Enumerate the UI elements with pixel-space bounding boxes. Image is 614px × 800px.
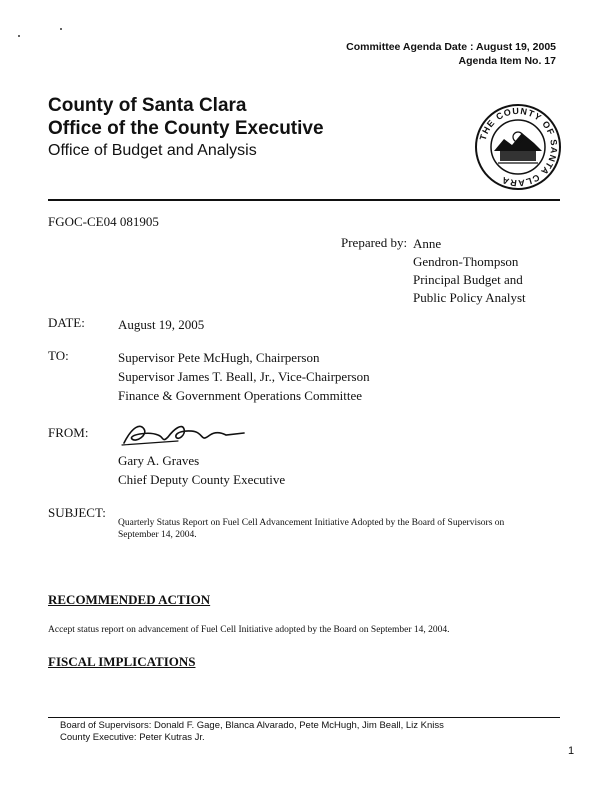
office-title: Office of the County Executive	[48, 118, 324, 139]
prepared-by-label: Prepared by:	[341, 235, 408, 250]
footer-block	[60, 720, 444, 744]
date-value: August 19, 2005	[118, 317, 205, 332]
subject-label: SUBJECT:	[48, 505, 106, 520]
prepared-by-line: Public Policy Analyst	[413, 290, 526, 305]
to-line: Supervisor Pete McHugh, Chairperson	[118, 350, 320, 365]
agenda-info	[346, 40, 556, 68]
fiscal-implications-heading: FISCAL IMPLICATIONS	[48, 654, 196, 669]
scan-speck	[60, 28, 62, 30]
from-line: Gary A. Graves	[118, 453, 200, 468]
to-line: Supervisor James T. Beall, Jr., Vice-Chairperson	[118, 369, 370, 384]
from-line: Chief Deputy County Executive	[118, 472, 286, 487]
svg-text:THE COUNTY OF SANTA CLARA: THE COUNTY OF SANTA CLARA	[477, 105, 560, 189]
prepared-by-line: Anne	[413, 236, 442, 251]
agenda-item-number: Agenda Item No. 17	[458, 55, 556, 67]
document-id: FGOC-CE04 081905	[48, 214, 159, 229]
county-title: County of Santa Clara	[48, 95, 247, 116]
to-block	[118, 348, 370, 405]
signature-icon	[118, 417, 248, 451]
county-executive-line: County Executive: Peter Kutras Jr.	[60, 732, 205, 743]
to-line: Finance & Government Operations Committee	[118, 388, 363, 403]
prepared-by-line: Gendron-Thompson	[413, 254, 519, 269]
from-block	[118, 451, 285, 489]
recommended-action-heading: RECOMMENDED ACTION	[48, 592, 211, 607]
agenda-date: Committee Agenda Date : August 19, 2005	[346, 41, 556, 53]
recommended-action-text: Accept status report on advancement of Fuel Cell Initiative adopted by the Board on September 14, 2004.	[48, 625, 450, 635]
footer-divider	[48, 717, 560, 718]
date-label: DATE:	[48, 315, 85, 330]
from-label: FROM:	[48, 425, 89, 440]
subject-line: September 14, 2004.	[118, 530, 197, 540]
county-seal-icon	[474, 103, 562, 191]
subject-line: Quarterly Status Report on Fuel Cell Advancement Initiative Adopted by the Board of Supervisors on	[118, 518, 505, 528]
to-label: TO:	[48, 348, 69, 363]
prepared-by-line: Principal Budget and	[413, 272, 523, 287]
board-of-supervisors-line: Board of Supervisors: Donald F. Gage, Blanca Alvarado, Pete McHugh, Jim Beall, Liz Kniss	[60, 720, 444, 731]
header-divider	[48, 199, 560, 201]
prepared-by-block	[413, 235, 526, 307]
page-number: 1	[568, 745, 575, 757]
division-title: Office of Budget and Analysis	[48, 142, 257, 159]
subject-block	[118, 517, 504, 541]
scan-speck	[18, 35, 20, 37]
